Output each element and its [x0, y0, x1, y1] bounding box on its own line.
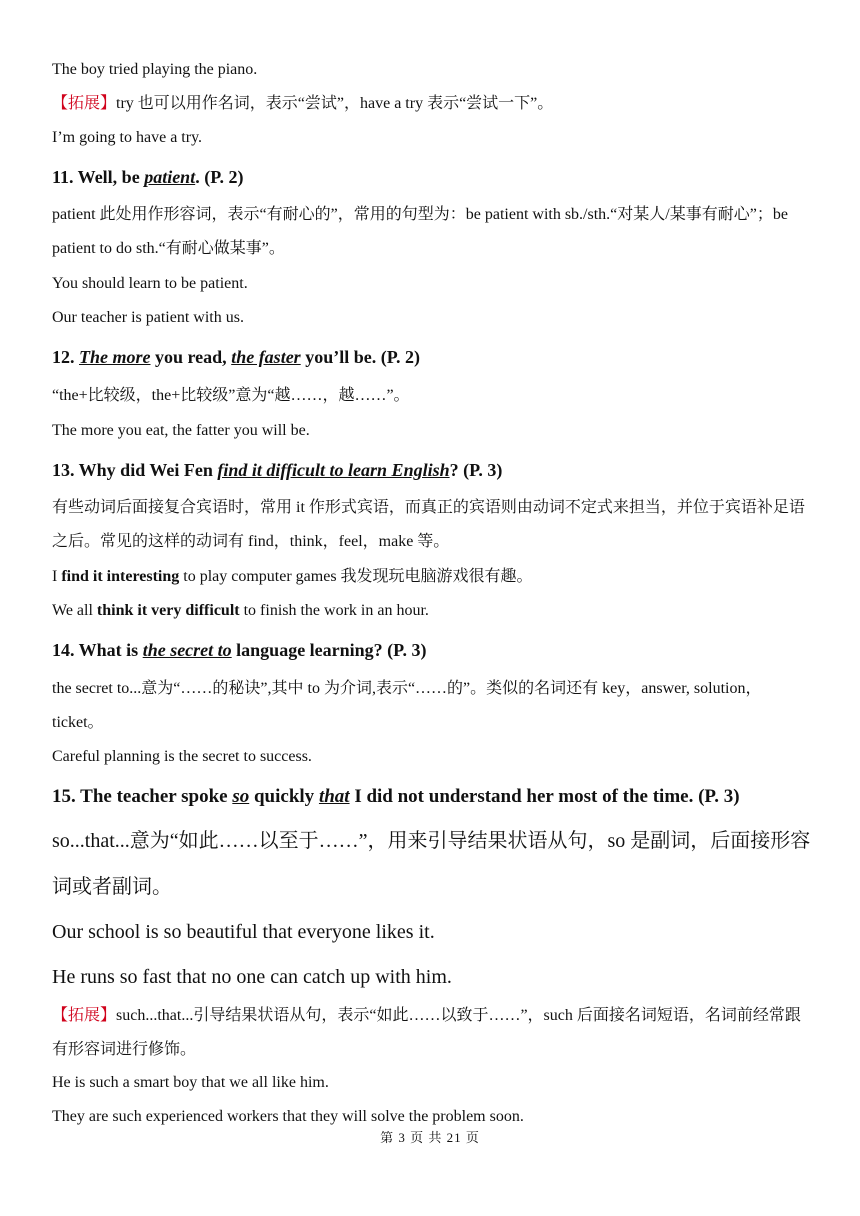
explanation-paragraph: “the+比较级，the+比较级”意为“越……，越……”。	[52, 387, 410, 404]
heading-text: 15. The teacher spoke	[52, 786, 233, 807]
explanation-paragraph: patient 此处用作形容词，表示“有耐心的”，常用的句型为：be patient with sb./sth.“对某人/某事有耐心”；be patient to do sth.“有耐心做某事”。	[52, 206, 788, 257]
example-sentence: He runs so fast that no one can catch up with him.	[52, 966, 452, 988]
sentence-text: We all	[52, 602, 97, 619]
key-phrase: so	[232, 786, 250, 807]
example-sentence: I’m going to have a try.	[52, 129, 203, 146]
explanation-paragraph: so...that...意为“如此……以至于……”，用来引导结果状语从句，so 是副词，后面接形容词或者副词。	[52, 830, 811, 898]
example-sentence: The more you eat, the fatter you will be.	[52, 422, 310, 439]
heading-text: 14. What is	[52, 640, 143, 660]
heading-text: I did not understand her most of the time. (P. 3)	[349, 786, 740, 807]
example-sentence	[52, 601, 812, 621]
heading-text: you’ll be. (P. 2)	[300, 347, 421, 367]
key-phrase: the faster	[231, 347, 301, 367]
bold-phrase: find it interesting	[61, 568, 180, 585]
extension-tag: 【拓展】	[52, 95, 117, 112]
example-sentence: Careful planning is the secret to success.	[52, 748, 312, 765]
example-sentence: You should learn to be patient.	[52, 275, 248, 292]
heading-text: . (P. 2)	[195, 167, 244, 187]
key-phrase: patient	[144, 167, 196, 187]
heading-text: 11. Well, be	[52, 167, 145, 187]
sentence-text: to play computer games 我发现玩电脑游戏很有趣。	[179, 568, 533, 585]
extension-note	[52, 94, 812, 114]
extension-text: such...that...引导结果状语从句，表示“如此……以致于……”，such 后面接名词短语，名词前经常跟有形容词进行修饰。	[52, 1007, 801, 1058]
example-sentence: Our teacher is patient with us.	[52, 309, 244, 326]
example-sentence: He is such a smart boy that we all like him.	[52, 1074, 329, 1091]
explanation-paragraph: 有些动词后面接复合宾语时，常用 it 作形式宾语，而真正的宾语则由动词不定式来担当，并位于宾语补足语之后。常见的这样的动词有 find，think，feel，make 等。	[52, 499, 805, 550]
heading-text: 12.	[52, 347, 79, 367]
example-sentence: The boy tried playing the piano.	[52, 61, 258, 78]
example-sentence	[52, 567, 812, 587]
example-sentence: Our school is so beautiful that everyone likes it.	[52, 921, 435, 943]
item-heading-15	[52, 786, 812, 808]
key-phrase: find it difficult to learn English	[217, 460, 450, 480]
item-heading-13	[52, 459, 812, 481]
example-sentence: They are such experienced workers that they will solve the problem soon.	[52, 1108, 524, 1125]
sentence-text: I	[52, 568, 62, 585]
item-heading-11	[52, 166, 812, 188]
extension-note	[52, 999, 812, 1067]
key-phrase: the secret to	[142, 640, 232, 660]
heading-text: you read,	[150, 347, 232, 367]
extension-text: try 也可以用作名词，表示“尝试”，have a try 表示“尝试一下”。	[116, 95, 554, 112]
heading-text: quickly	[249, 786, 319, 807]
item-heading-12	[52, 346, 812, 368]
key-phrase: that	[318, 786, 350, 807]
page-footer: 第 3 页 共 21 页	[380, 1130, 480, 1145]
explanation-paragraph: the secret to...意为“……的秘诀”,其中 to 为介词,表示“……的”。类似的名词还有 key，answer, solution，ticket。	[52, 680, 762, 731]
bold-phrase: think it very difficult	[96, 602, 240, 619]
key-phrase: The more	[79, 347, 151, 367]
heading-text: 13. Why did Wei Fen	[52, 460, 218, 480]
item-heading-14	[52, 639, 812, 661]
sentence-text: to finish the work in an hour.	[239, 602, 429, 619]
heading-text: ? (P. 3)	[449, 460, 503, 480]
extension-tag: 【拓展】	[52, 1007, 117, 1024]
heading-text: language learning? (P. 3)	[231, 640, 427, 660]
